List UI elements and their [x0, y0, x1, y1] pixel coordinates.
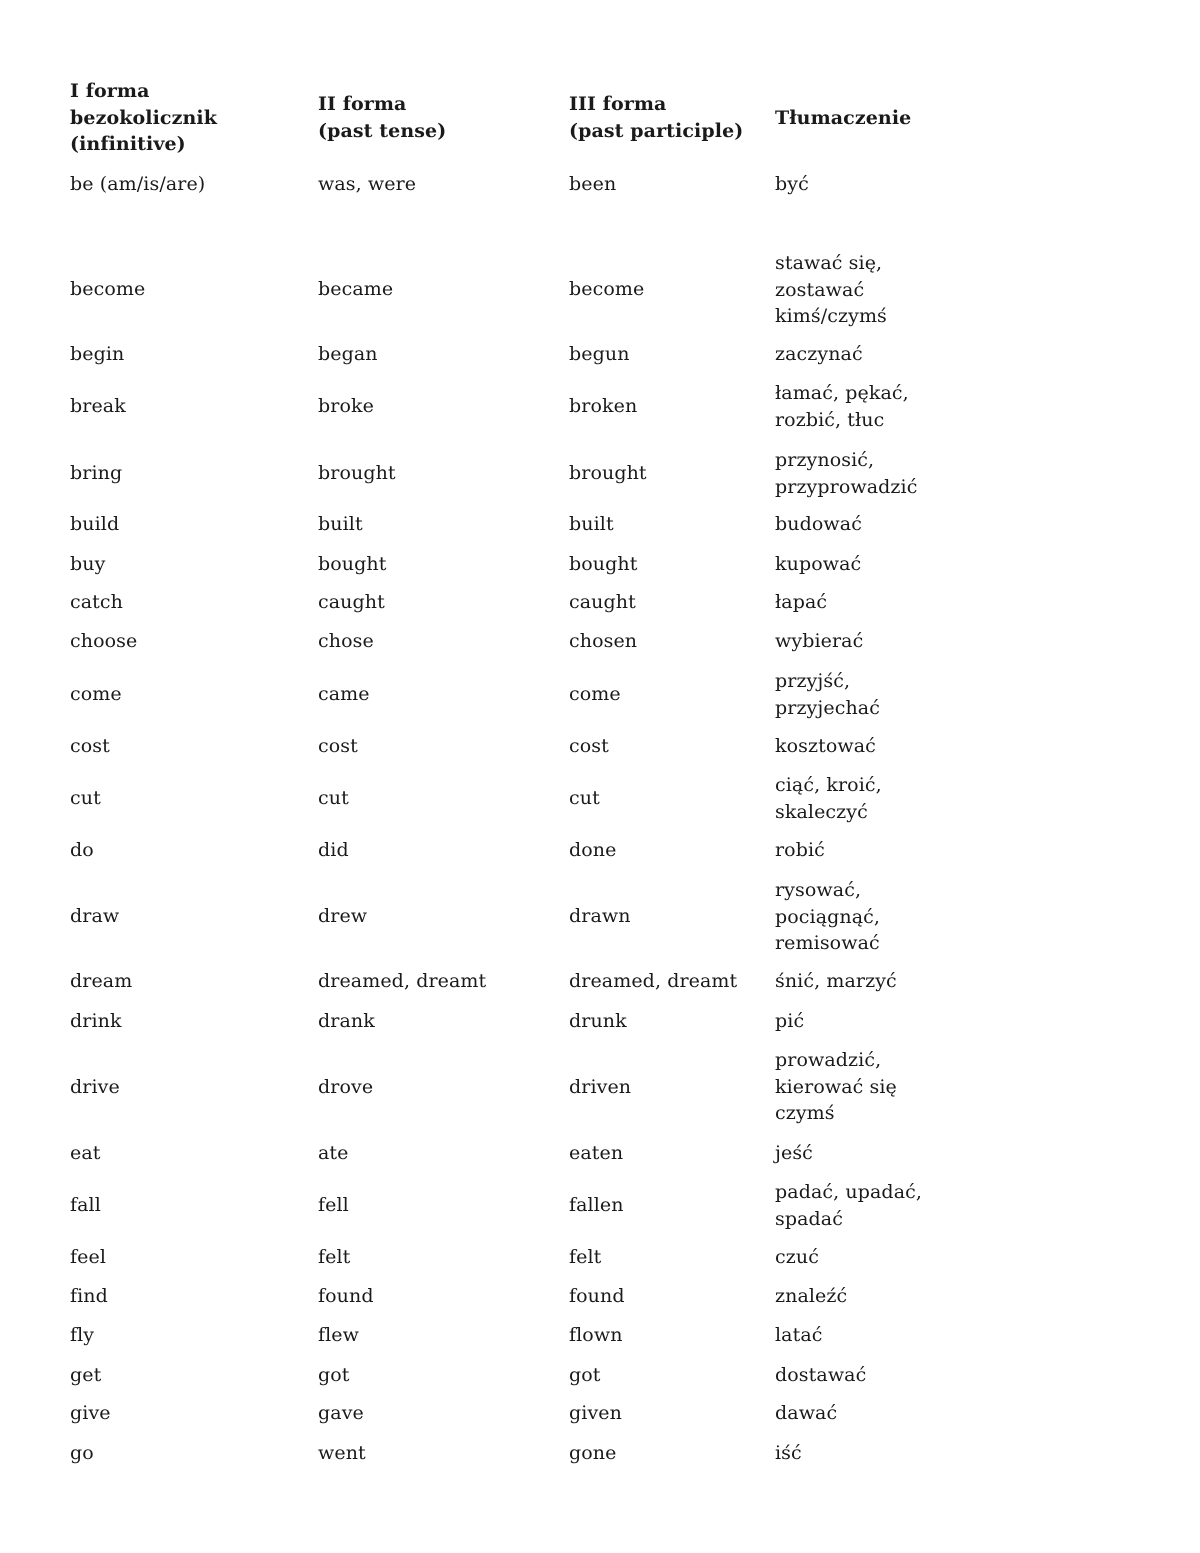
- table-cell: czuć: [775, 1246, 819, 1268]
- table-cell: łamać, pękać, rozbić, tłuc: [775, 382, 909, 431]
- table-cell: prowadzić, kierować się czymś: [775, 1049, 897, 1124]
- table-cell: przyjść, przyjechać: [775, 670, 880, 719]
- table-cell: zaczynać: [775, 343, 863, 365]
- table-cell: jeść: [775, 1142, 813, 1164]
- table-cell: cost: [318, 735, 358, 757]
- table-cell: brought: [318, 462, 396, 484]
- table-cell: be (am/is/are): [70, 173, 206, 195]
- table-cell: felt: [569, 1246, 602, 1268]
- table-cell: stawać się, zostawać kimś/czymś: [775, 252, 887, 327]
- table-cell: iść: [775, 1442, 802, 1464]
- table-cell: drew: [318, 905, 368, 927]
- table-cell: been: [569, 173, 617, 195]
- table-cell: gone: [569, 1442, 617, 1464]
- table-cell: dream: [70, 970, 133, 992]
- table-cell: catch: [70, 591, 123, 613]
- table-cell: brought: [569, 462, 647, 484]
- header-infinitive: I forma bezokolicznik (infinitive): [70, 80, 217, 155]
- table-cell: went: [318, 1442, 366, 1464]
- table-cell: łapać: [775, 591, 828, 613]
- table-cell: began: [318, 343, 378, 365]
- table-cell: ciąć, kroić, skaleczyć: [775, 774, 882, 823]
- table-cell: caught: [318, 591, 385, 613]
- table-cell: was, were: [318, 173, 417, 195]
- table-cell: dreamed, dreamt: [318, 970, 487, 992]
- table-cell: begin: [70, 343, 125, 365]
- table-cell: found: [318, 1285, 374, 1307]
- table-cell: drank: [318, 1010, 375, 1032]
- table-cell: cut: [318, 787, 349, 809]
- table-cell: latać: [775, 1324, 823, 1346]
- header-translation: Tłumaczenie: [775, 107, 912, 129]
- table-cell: drink: [70, 1010, 122, 1032]
- table-cell: cost: [569, 735, 609, 757]
- table-cell: come: [569, 683, 621, 705]
- table-cell: padać, upadać, spadać: [775, 1181, 922, 1230]
- table-cell: fallen: [569, 1194, 624, 1216]
- table-cell: bought: [318, 553, 387, 575]
- table-cell: bring: [70, 462, 123, 484]
- table-cell: given: [569, 1402, 622, 1424]
- table-cell: find: [70, 1285, 108, 1307]
- table-cell: get: [70, 1364, 102, 1386]
- table-cell: budować: [775, 513, 862, 535]
- table-cell: cut: [569, 787, 600, 809]
- table-cell: drive: [70, 1076, 120, 1098]
- table-cell: flew: [318, 1324, 360, 1346]
- table-cell: robić: [775, 839, 825, 861]
- table-cell: chose: [318, 630, 374, 652]
- table-cell: come: [70, 683, 122, 705]
- table-cell: wybierać: [775, 630, 864, 652]
- table-cell: broken: [569, 395, 638, 417]
- table-cell: did: [318, 839, 349, 861]
- table-cell: buy: [70, 553, 106, 575]
- table-cell: kupować: [775, 553, 862, 575]
- table-cell: śnić, marzyć: [775, 970, 897, 992]
- table-cell: drawn: [569, 905, 631, 927]
- table-cell: go: [70, 1442, 94, 1464]
- table-cell: eat: [70, 1142, 101, 1164]
- table-cell: gave: [318, 1402, 364, 1424]
- table-cell: caught: [569, 591, 636, 613]
- table-cell: ate: [318, 1142, 349, 1164]
- table-cell: came: [318, 683, 370, 705]
- header-past-participle: III forma (past participle): [569, 93, 744, 142]
- table-cell: być: [775, 173, 809, 195]
- table-cell: drunk: [569, 1010, 627, 1032]
- table-cell: break: [70, 395, 126, 417]
- table-cell: driven: [569, 1076, 632, 1098]
- table-cell: pić: [775, 1010, 805, 1032]
- table-cell: done: [569, 839, 617, 861]
- table-cell: begun: [569, 343, 630, 365]
- table-cell: chosen: [569, 630, 638, 652]
- table-cell: dreamed, dreamt: [569, 970, 738, 992]
- table-cell: kosztować: [775, 735, 876, 757]
- table-cell: become: [70, 278, 146, 300]
- table-cell: fell: [318, 1194, 349, 1216]
- table-cell: got: [569, 1364, 601, 1386]
- table-cell: build: [70, 513, 120, 535]
- header-past-tense: II forma (past tense): [318, 93, 447, 142]
- table-cell: fly: [70, 1324, 95, 1346]
- table-cell: broke: [318, 395, 374, 417]
- table-cell: cost: [70, 735, 110, 757]
- table-cell: built: [569, 513, 614, 535]
- table-cell: got: [318, 1364, 350, 1386]
- table-cell: przynosić, przyprowadzić: [775, 449, 918, 498]
- table-cell: found: [569, 1285, 625, 1307]
- table-cell: became: [318, 278, 394, 300]
- table-cell: become: [569, 278, 645, 300]
- table-cell: bought: [569, 553, 638, 575]
- table-cell: drove: [318, 1076, 374, 1098]
- table-cell: znaleźć: [775, 1285, 848, 1307]
- table-cell: draw: [70, 905, 120, 927]
- table-cell: do: [70, 839, 94, 861]
- table-cell: dostawać: [775, 1364, 867, 1386]
- table-cell: feel: [70, 1246, 106, 1268]
- table-cell: give: [70, 1402, 111, 1424]
- table-cell: felt: [318, 1246, 351, 1268]
- table-cell: fall: [70, 1194, 101, 1216]
- table-cell: cut: [70, 787, 101, 809]
- table-cell: dawać: [775, 1402, 838, 1424]
- table-cell: flown: [569, 1324, 623, 1346]
- table-cell: choose: [70, 630, 138, 652]
- table-cell: built: [318, 513, 363, 535]
- table-cell: rysować, pociągnąć, remisować: [775, 879, 881, 954]
- table-cell: eaten: [569, 1142, 624, 1164]
